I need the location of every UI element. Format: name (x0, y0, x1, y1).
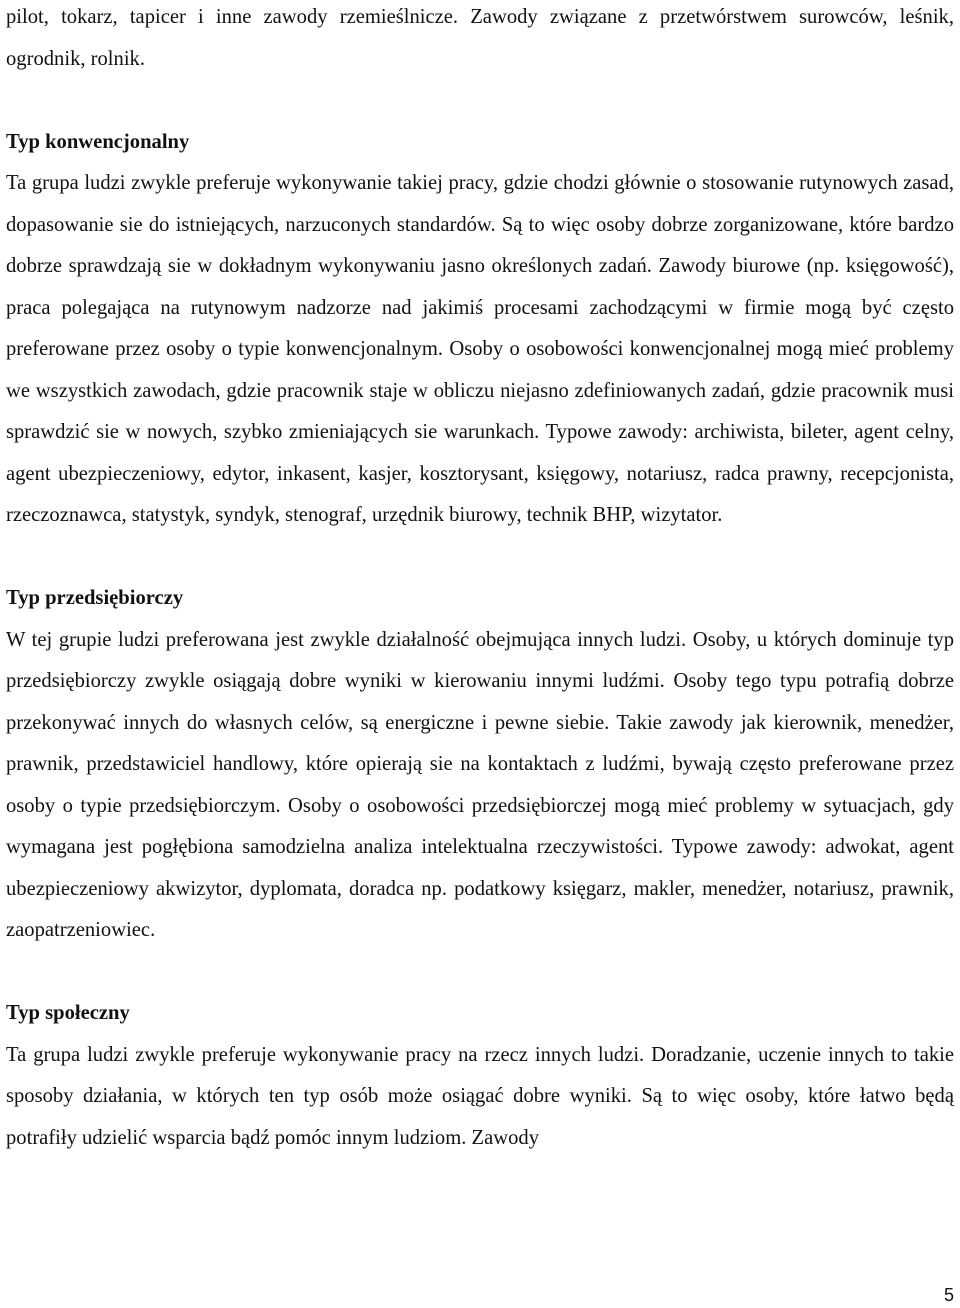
intro-paragraph: pilot, tokarz, tapicer i inne zawody rzemieślnicze. Zawody związane z przetwórstwem surowców, leśnik, ogrodnik, rolnik. (6, 6, 954, 70)
section-spacer (6, 537, 954, 579)
section-body-konwencjonalny: Ta grupa ludzi zwykle preferuje wykonywanie takiej pracy, gdzie chodzi głównie o stosowanie rutynowych zasad, dopasowanie sie do istniejących, narzuconych standardów. Są to więc osoby dobrze zorganizowane, które bardzo dobrze sprawdzają sie w dokładnym wykonywaniu jasno określonych zadań. Zawody biurowe (np. księgowość), praca polegająca na rutynowym nadzorze nad jakimiś procesami zachodzącymi w firmie mogą być często preferowane przez osoby o typie konwencjonalnym. Osoby o osobowości konwencjonalnej mogą mieć problemy we wszystkich zawodach, gdzie pracownik staje w obliczu niejasno zdefiniowanych zadań, gdzie pracownik musi sprawdzić sie w nowych, szybko zmieniających sie warunkach. Typowe zawody: archiwista, bileter, agent celny, agent ubezpieczeniowy, edytor, inkasent, kasjer, kosztorysant, księgowy, notariusz, radca prawny, recepcjonista, rzeczoznawca, statystyk, syndyk, stenograf, urzędnik biurowy, technik BHP, wizytator. (6, 172, 954, 526)
section-spacer (6, 80, 954, 122)
document-page (6, 0, 954, 1159)
section-body-spoleczny: Ta grupa ludzi zwykle preferuje wykonywanie pracy na rzecz innych ludzi. Doradzanie, uczenie innych to takie sposoby działania, w których ten typ osób może osiągać dobre wyniki. Są to więc osoby, które łatwo będą potrafiły udzielić wsparcia bądź pomóc innym ludziom. Zawody (6, 1043, 954, 1149)
section-body-przedsiebiorczy: W tej grupie ludzi preferowana jest zwykle działalność obejmująca innych ludzi. Osoby, u których dominuje typ przedsiębiorczy zwykle osiągają dobre wyniki w kierowaniu innymi ludźmi. Osoby tego typu potrafią dobrze przekonywać innych do własnych celów, są energiczne i pewne siebie. Takie zawody jak kierownik, menedżer, prawnik, przedstawiciel handlowy, które opierają sie na kontaktach z ludźmi, bywają często preferowane przez osoby o typie przedsiębiorczym. Osoby o osobowości przedsiębiorczej mogą mieć problemy w sytuacjach, gdy wymagana jest pogłębiona samodzielna analiza intelektualna rzeczywistości. Typowe zawody: adwokat, agent ubezpieczeniowy akwizytor, dyplomata, doradca np. podatkowy księgarz, makler, menedżer, notariusz, prawnik, zaopatrzeniowiec. (6, 628, 954, 941)
section-heading-przedsiebiorczy: Typ przedsiębiorczy (6, 587, 184, 609)
section-heading-konwencjonalny: Typ konwencjonalny (6, 130, 190, 153)
page-number: 5 (943, 1285, 954, 1305)
section-heading-spoleczny: Typ społeczny (6, 1002, 130, 1024)
section-spacer (6, 952, 954, 994)
